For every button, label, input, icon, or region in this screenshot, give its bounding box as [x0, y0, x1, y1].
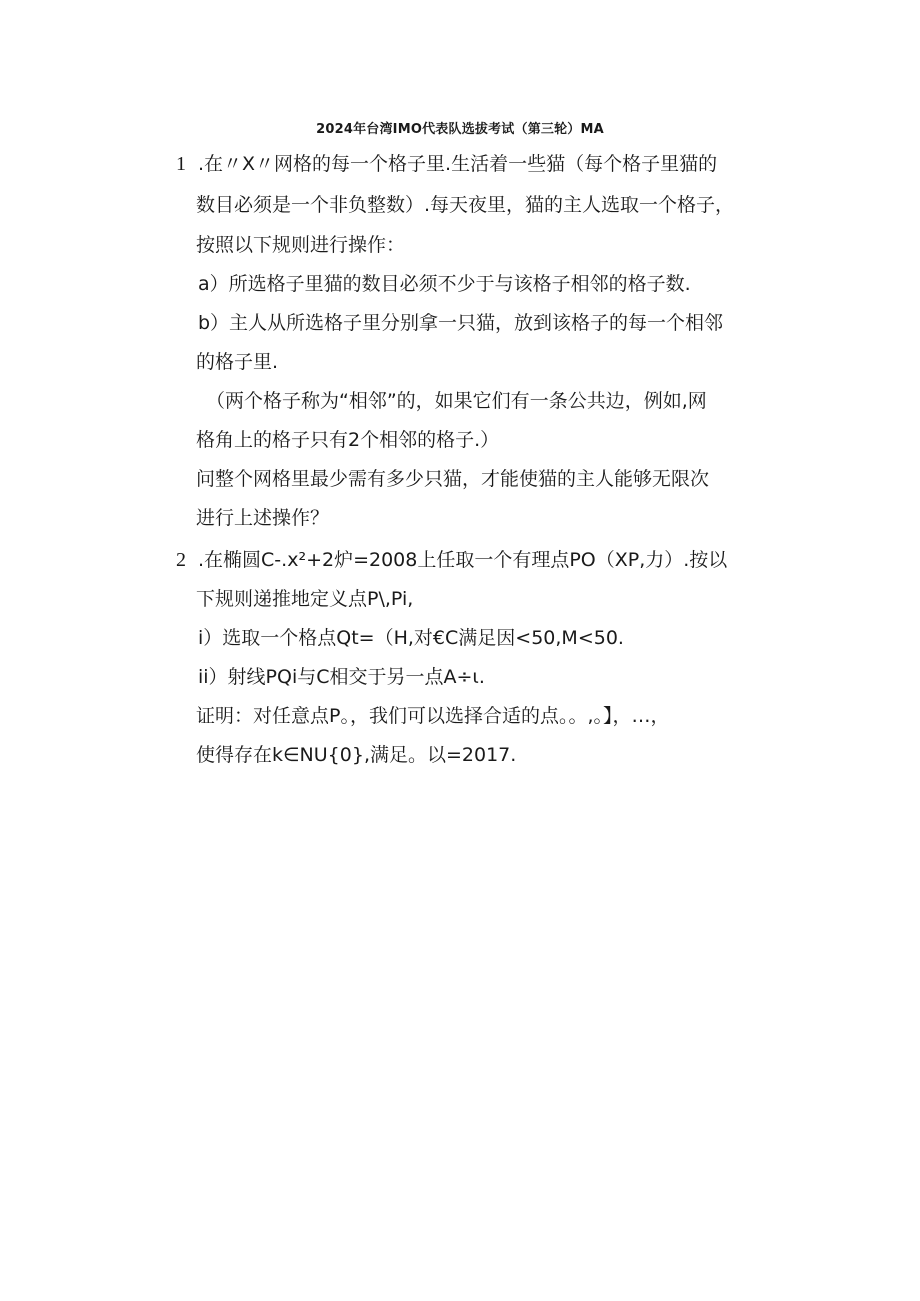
- problem-1-line-8: 格角上的格子只有2个相邻的格子.）: [196, 429, 500, 451]
- problem-2-line-5: 证明：对任意点P。，我们可以选择合适的点。。,。】，…，: [196, 705, 670, 727]
- problem-2-line-1: .在椭圆C-.x²+2炉=2008上任取一个有理点PO（XP,力）.按以: [198, 549, 728, 571]
- problem-1-line-5: b）主人从所选格子里分别拿一只猫，放到该格子的每一个相邻: [198, 312, 724, 334]
- problem-1-line-4: a）所选格子里猫的数目必须不少于与该格子相邻的格子数.: [198, 273, 691, 295]
- problem-1-number: 1: [176, 153, 186, 175]
- problem-2-line-6: 使得存在k∈NU{0},满足。以=2017.: [196, 744, 517, 766]
- problem-1-line-6: 的格子里.: [196, 351, 279, 373]
- problem-1-line-7: （两个格子称为“相邻”的，如果它们有一条公共边，例如,网: [206, 390, 707, 412]
- problem-2-line-2: 下规则递推地定义点P\,Pi,: [196, 588, 414, 610]
- problem-1-line-2: 数目必须是一个非负整数）.每天夜里，猫的主人选取一个格子，: [196, 194, 735, 216]
- problem-2-line-3: i）选取一个格点Qt=（H,对€C满足因<50,M<50.: [198, 627, 624, 649]
- problem-2-number: 2: [176, 549, 186, 571]
- problem-1-line-3: 按照以下规则进行操作：: [196, 234, 406, 256]
- problem-1-line-1: .在〃X〃网格的每一个格子里.生活着一些猫（每个格子里猫的: [198, 153, 718, 175]
- page-title: 2024年台湾IMO代表队选拔考试（第三轮）MA: [316, 122, 604, 137]
- problem-1-line-9: 问整个网格里最少需有多少只猫，才能使猫的主人能够无限次: [196, 468, 710, 490]
- problem-2-line-4: ii）射线PQi与C相交于另一点A÷ι.: [198, 666, 485, 688]
- problem-1-line-10: 进行上述操作？: [196, 507, 330, 529]
